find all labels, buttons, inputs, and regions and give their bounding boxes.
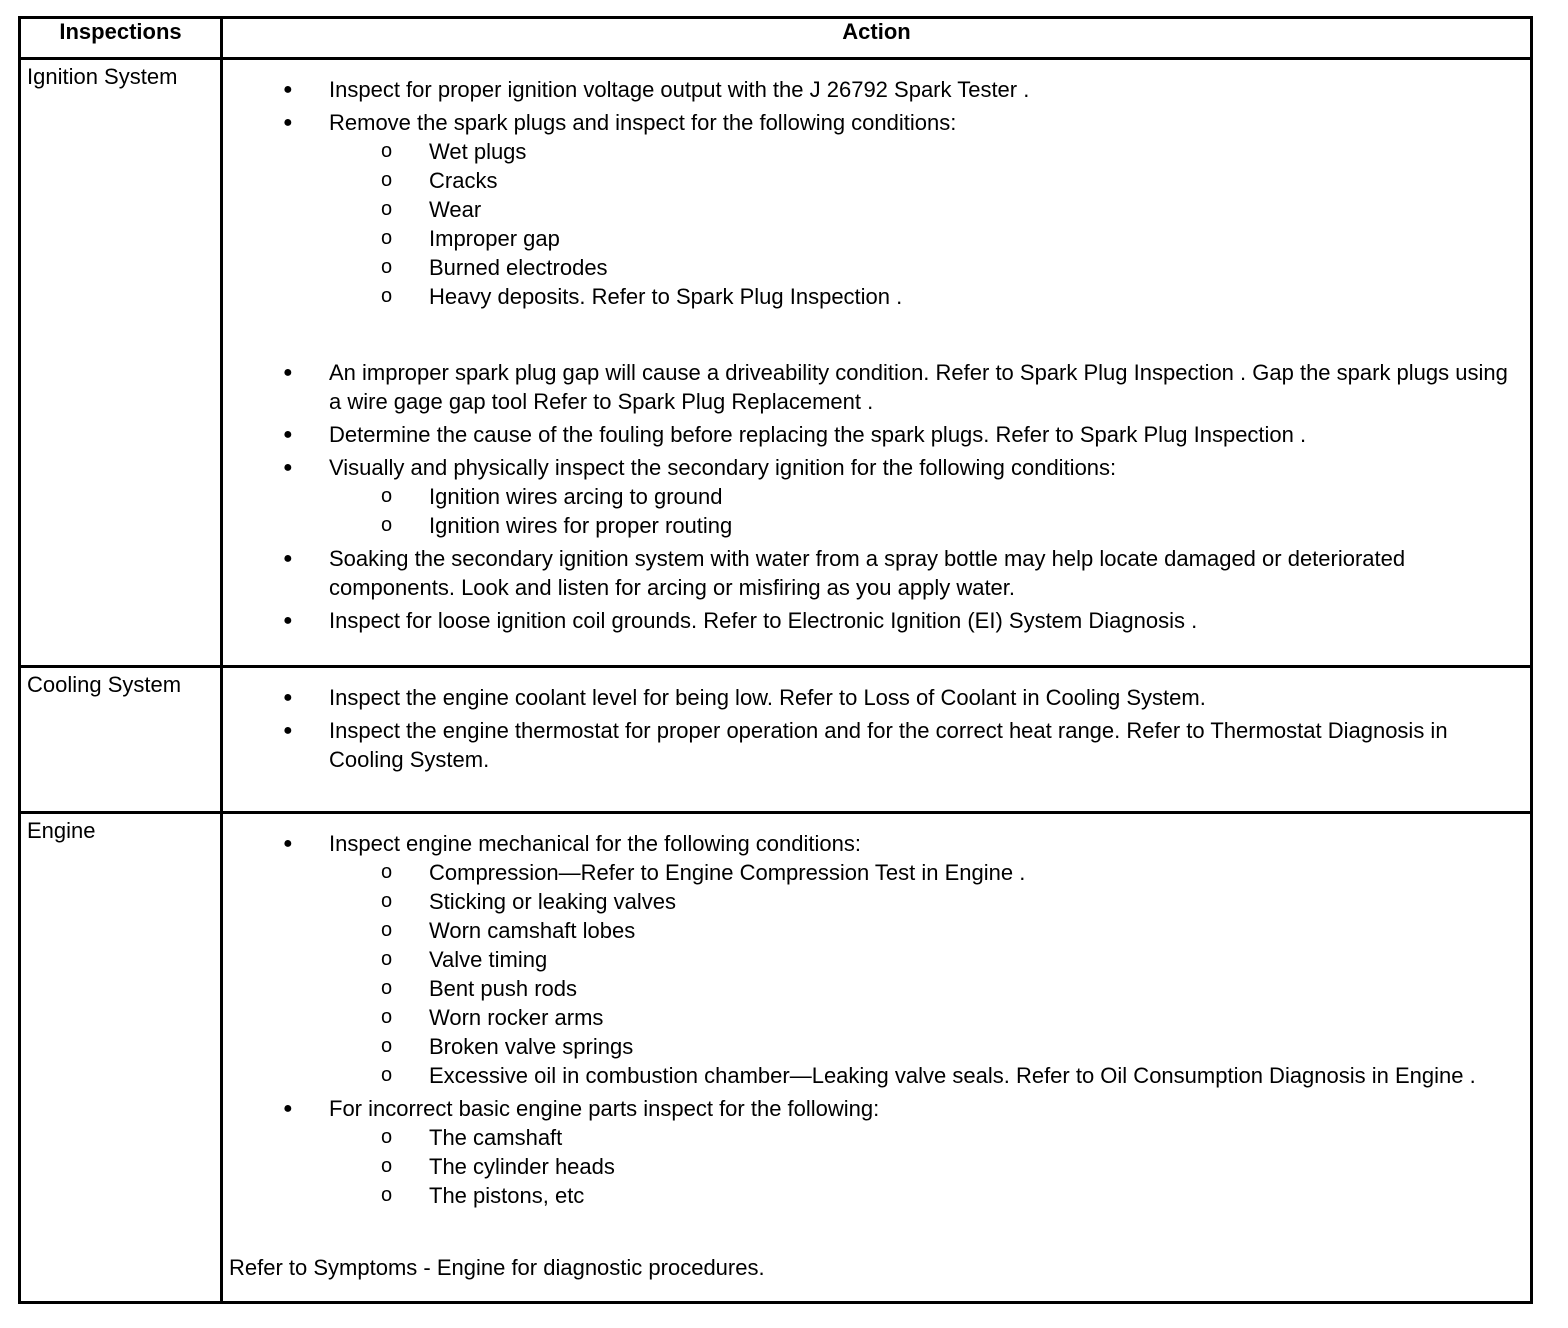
circle-bullet-icon: o: [381, 1064, 393, 1086]
sub-bullet-item: [381, 511, 1529, 540]
sub-bullet-item: [381, 482, 1529, 511]
sub-bullet-item: [381, 224, 1529, 253]
item-text: Wear: [429, 197, 482, 222]
bullet-item: [283, 75, 1514, 104]
circle-bullet-icon: o: [381, 1126, 393, 1148]
sub-bullet-item: [381, 253, 1529, 282]
item-text: An improper spark plug gap will cause a driveability condition. Refer to Spark Plug Inspection . Gap the spark plugs using a wire gage gap tool Refer to Spark Plug Replacement .: [329, 360, 1508, 414]
inspection-engine: Engine: [20, 813, 222, 1303]
item-text: Burned electrodes: [429, 255, 608, 280]
item-text: Determine the cause of the fouling before replacing the spark plugs. Refer to Spark Plug Inspection .: [329, 422, 1307, 447]
circle-bullet-icon: o: [381, 890, 393, 912]
bullet-icon: ●: [283, 426, 293, 443]
note-text: Refer to Symptoms - Engine for diagnostic procedures.: [229, 1255, 765, 1280]
bullet-item: [283, 544, 1514, 602]
inspection-table: [18, 16, 1533, 1304]
item-text: The pistons, etc: [429, 1183, 585, 1208]
sub-bullet-item: [381, 945, 1529, 974]
circle-bullet-icon: o: [381, 919, 393, 941]
action-cell: [222, 813, 1532, 1303]
action-cell: [222, 59, 1532, 667]
sub-bullet-item: [381, 282, 1529, 311]
item-text: Excessive oil in combustion chamber—Leaking valve seals. Refer to Oil Consumption Diagnosis in Engine .: [429, 1063, 1476, 1088]
sub-bullet-item: [381, 1003, 1529, 1032]
item-text: The cylinder heads: [429, 1154, 615, 1179]
sub-bullet-item: [381, 916, 1529, 945]
sub-bullet-item: [381, 195, 1529, 224]
item-text: Inspect the engine thermostat for proper operation and for the correct heat range. Refer to Thermostat Diagnosis in Cooling System.: [329, 718, 1448, 772]
circle-bullet-icon: o: [381, 285, 393, 307]
bullet-item: [283, 420, 1514, 449]
header-action: Action: [222, 18, 1532, 59]
item-text: Heavy deposits. Refer to Spark Plug Inspection .: [429, 284, 903, 309]
bullet-icon: ●: [283, 459, 293, 476]
header-inspections: Inspections: [20, 18, 222, 59]
spacer: [223, 1210, 1530, 1253]
table-row: [20, 813, 1532, 1303]
circle-bullet-icon: o: [381, 948, 393, 970]
item-text: Ignition wires arcing to ground: [429, 484, 723, 509]
item-text: Wet plugs: [429, 139, 527, 164]
bullet-icon: ●: [283, 612, 293, 629]
item-text: The camshaft: [429, 1125, 563, 1150]
circle-bullet-icon: o: [381, 514, 393, 536]
item-text: Ignition wires for proper routing: [429, 513, 733, 538]
item-text: Compression—Refer to Engine Compression Test in Engine .: [429, 860, 1026, 885]
header-row: [20, 18, 1532, 59]
sub-bullet-item: [381, 1061, 1529, 1090]
item-text: Valve timing: [429, 947, 548, 972]
item-text: Inspect for loose ignition coil grounds. Refer to Electronic Ignition (EI) System Diagnosis .: [329, 608, 1198, 633]
bullet-icon: ●: [283, 364, 293, 381]
sub-bullet-item: [381, 166, 1529, 195]
bullet-icon: ●: [283, 689, 293, 706]
sub-bullet-item: [381, 858, 1529, 887]
sub-bullet-item: [381, 137, 1529, 166]
item-text: Remove the spark plugs and inspect for the following conditions:: [329, 110, 957, 135]
circle-bullet-icon: o: [381, 1184, 393, 1206]
bullet-item: [283, 108, 1514, 137]
circle-bullet-icon: o: [381, 198, 393, 220]
bullet-item: [283, 606, 1514, 635]
item-text: Inspect engine mechanical for the following conditions:: [329, 831, 861, 856]
circle-bullet-icon: o: [381, 861, 393, 883]
circle-bullet-icon: o: [381, 256, 393, 278]
item-text: Improper gap: [429, 226, 560, 251]
bullet-item: [283, 453, 1514, 482]
inspection-cooling: Cooling System: [20, 667, 222, 813]
bullet-icon: ●: [283, 550, 293, 567]
table-row: [20, 59, 1532, 667]
bullet-icon: ●: [283, 1100, 293, 1117]
sub-bullet-item: [381, 1032, 1529, 1061]
item-text: Bent push rods: [429, 976, 577, 1001]
sub-bullet-item: [381, 1152, 1529, 1181]
sub-bullet-item: [381, 974, 1529, 1003]
circle-bullet-icon: o: [381, 1155, 393, 1177]
item-text: Cracks: [429, 168, 498, 193]
item-text: Soaking the secondary ignition system with water from a spray bottle may help locate damaged or deteriorated components. Look and listen for arcing or misfiring as you apply water.: [329, 546, 1406, 600]
item-text: Broken valve springs: [429, 1034, 634, 1059]
circle-bullet-icon: o: [381, 977, 393, 999]
action-cell: [222, 667, 1532, 813]
bullet-item: [283, 683, 1514, 712]
item-text: For incorrect basic engine parts inspect for the following:: [329, 1096, 880, 1121]
table-row: [20, 667, 1532, 813]
bullet-item: [283, 358, 1514, 416]
item-text: Visually and physically inspect the secondary ignition for the following conditions:: [329, 455, 1117, 480]
inspection-ignition: Ignition System: [20, 59, 222, 667]
bullet-icon: ●: [283, 114, 293, 131]
bullet-icon: ●: [283, 81, 293, 98]
sub-bullet-item: [381, 1181, 1529, 1210]
bullet-item: [283, 1094, 1514, 1123]
bullet-icon: ●: [283, 722, 293, 739]
circle-bullet-icon: o: [381, 485, 393, 507]
circle-bullet-icon: o: [381, 1006, 393, 1028]
sub-bullet-item: [381, 887, 1529, 916]
item-text: Inspect the engine coolant level for being low. Refer to Loss of Coolant in Cooling System.: [329, 685, 1206, 710]
bullet-item: [283, 829, 1514, 858]
item-text: Inspect for proper ignition voltage output with the J 26792 Spark Tester .: [329, 77, 1030, 102]
item-text: Worn rocker arms: [429, 1005, 604, 1030]
circle-bullet-icon: o: [381, 169, 393, 191]
circle-bullet-icon: o: [381, 227, 393, 249]
circle-bullet-icon: o: [381, 1035, 393, 1057]
bullet-item: [283, 716, 1514, 774]
spacer: [223, 311, 1530, 354]
item-text: Sticking or leaking valves: [429, 889, 677, 914]
item-text: Worn camshaft lobes: [429, 918, 636, 943]
sub-bullet-item: [381, 1123, 1529, 1152]
circle-bullet-icon: o: [381, 140, 393, 162]
bullet-icon: ●: [283, 835, 293, 852]
